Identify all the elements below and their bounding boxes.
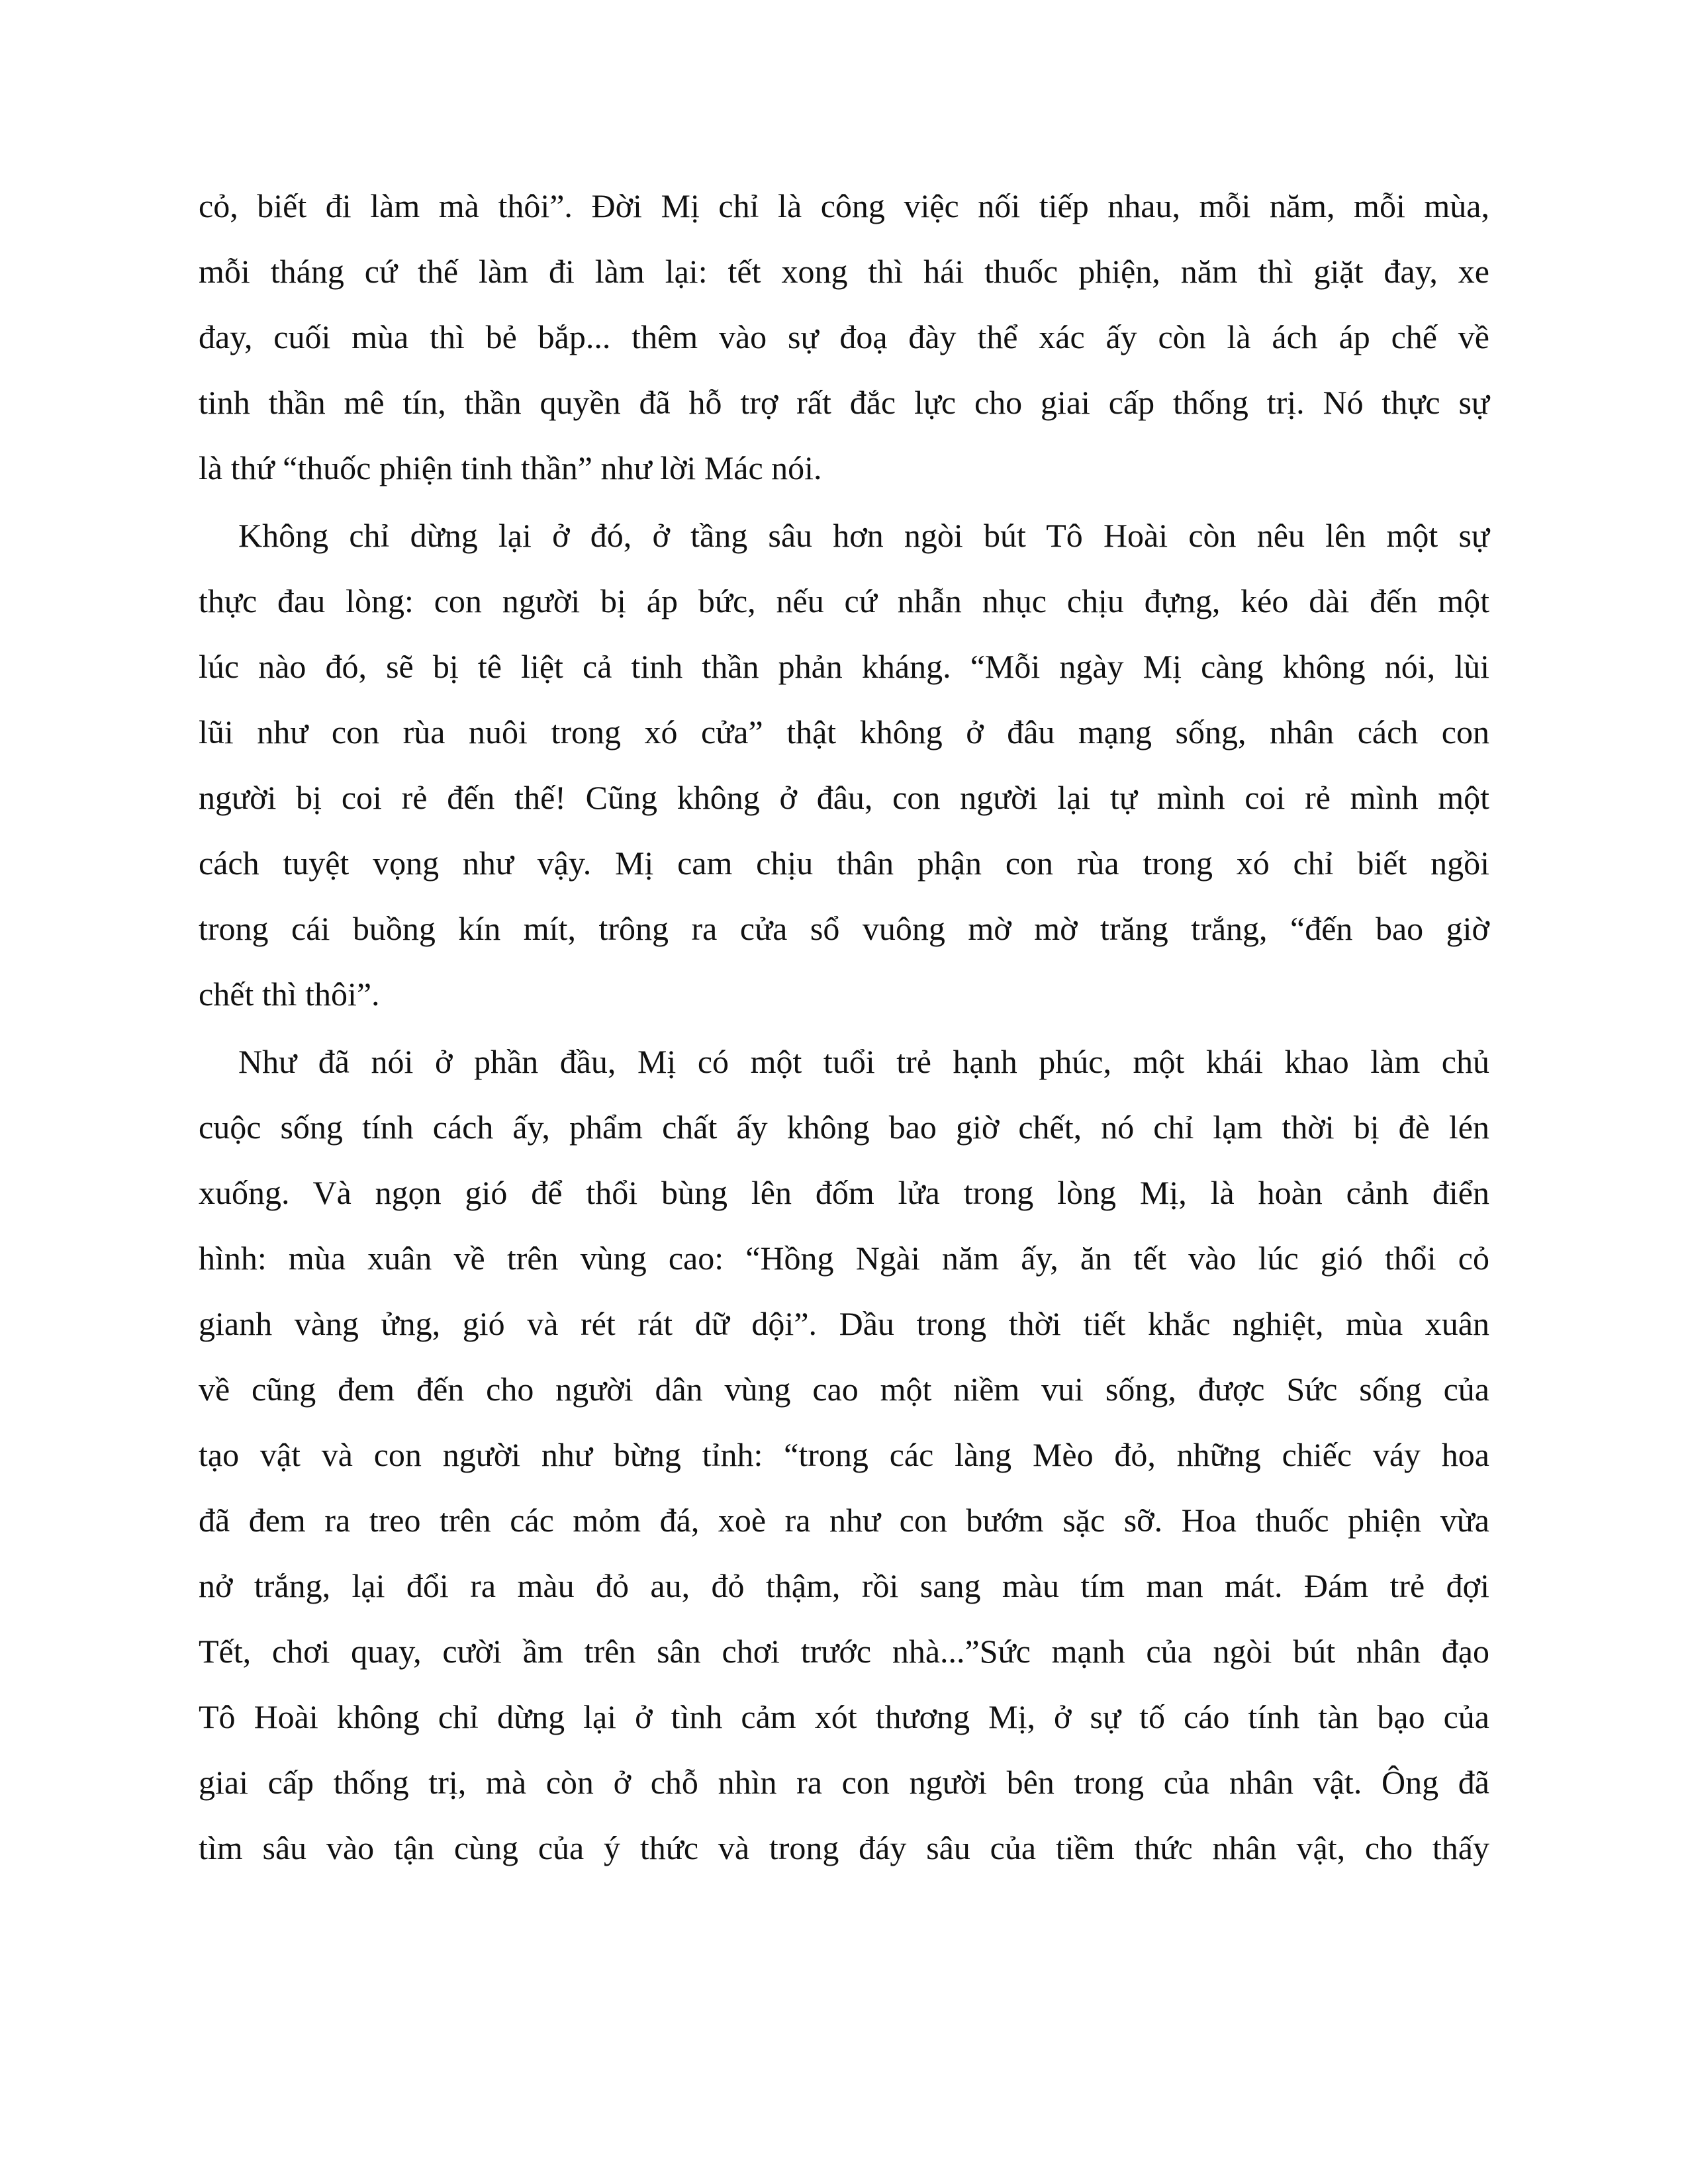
- text-line: giai cấp thống trị, mà còn ở chỗ nhìn ra con người bên trong của nhân vật. Ông đã: [199, 1764, 1489, 1801]
- text-line: Tô Hoài không chỉ dừng lại ở tình cảm xót thương Mị, ở sự tố cáo tính tàn bạo của: [199, 1698, 1489, 1735]
- text-line: cỏ, biết đi làm mà thôi”. Đời Mị chỉ là công việc nối tiếp nhau, mỗi năm, mỗi mùa,: [199, 187, 1489, 224]
- paragraph-2: [199, 503, 1489, 1027]
- text-line: chết thì thôi”.: [199, 976, 380, 1013]
- text-line: tinh thần mê tín, thần quyền đã hỗ trợ rất đắc lực cho giai cấp thống trị. Nó thực sự: [199, 384, 1489, 421]
- text-line: người bị coi rẻ đến thế! Cũng không ở đâu, con người lại tự mình coi rẻ mình một: [199, 779, 1489, 816]
- document-body: [199, 173, 1489, 1883]
- text-line: lúc nào đó, sẽ bị tê liệt cả tinh thần phản kháng. “Mỗi ngày Mị càng không nói, lùi: [199, 648, 1489, 685]
- text-line: gianh vàng ửng, gió và rét rát dữ dội”. Dầu trong thời tiết khắc nghiệt, mùa xuân: [199, 1305, 1489, 1342]
- text-line: Tết, chơi quay, cười ầm trên sân chơi trước nhà...”Sức mạnh của ngòi bút nhân đạo: [199, 1633, 1489, 1670]
- paragraph-1: [199, 173, 1489, 501]
- text-line: là thứ “thuốc phiện tinh thần” như lời Mác nói.: [199, 449, 822, 486]
- text-line: cách tuyệt vọng như vậy. Mị cam chịu thân phận con rùa trong xó chỉ biết ngồi: [199, 844, 1489, 882]
- text-line: đã đem ra treo trên các mỏm đá, xoè ra như con bướm sặc sỡ. Hoa thuốc phiện vừa: [199, 1502, 1489, 1539]
- text-line: Không chỉ dừng lại ở đó, ở tầng sâu hơn ngòi bút Tô Hoài còn nêu lên một sự: [238, 517, 1489, 554]
- paragraph-3: [199, 1029, 1489, 1881]
- text-line: xuống. Và ngọn gió để thổi bùng lên đốm lửa trong lòng Mị, là hoàn cảnh điển: [199, 1174, 1489, 1211]
- text-line: nở trắng, lại đổi ra màu đỏ au, đỏ thậm, rồi sang màu tím man mát. Đám trẻ đợi: [199, 1567, 1489, 1604]
- text-line: hình: mùa xuân về trên vùng cao: “Hồng Ngài năm ấy, ăn tết vào lúc gió thổi cỏ: [199, 1240, 1489, 1277]
- text-line: Như đã nói ở phần đầu, Mị có một tuổi trẻ hạnh phúc, một khái khao làm chủ: [238, 1043, 1489, 1080]
- text-line: trong cái buồng kín mít, trông ra cửa sổ vuông mờ mờ trăng trắng, “đến bao giờ: [199, 910, 1489, 947]
- text-line: cuộc sống tính cách ấy, phẩm chất ấy không bao giờ chết, nó chỉ lạm thời bị đè lén: [199, 1109, 1489, 1146]
- text-line: lũi như con rùa nuôi trong xó cửa” thật không ở đâu mạng sống, nhân cách con: [199, 713, 1489, 751]
- text-line: về cũng đem đến cho người dân vùng cao một niềm vui sống, được Sức sống của: [199, 1371, 1489, 1408]
- text-line: tạo vật và con người như bừng tỉnh: “trong các làng Mèo đỏ, những chiếc váy hoa: [199, 1436, 1489, 1473]
- text-line: mỗi tháng cứ thế làm đi làm lại: tết xong thì hái thuốc phiện, năm thì giặt đay, xe: [199, 253, 1489, 290]
- text-line: thực đau lòng: con người bị áp bức, nếu cứ nhẫn nhục chịu đựng, kéo dài đến một: [199, 582, 1489, 619]
- text-line: đay, cuối mùa thì bẻ bắp... thêm vào sự đoạ đày thể xác ấy còn là ách áp chế về: [199, 318, 1489, 355]
- text-line: tìm sâu vào tận cùng của ý thức và trong đáy sâu của tiềm thức nhân vật, cho thấy: [199, 1829, 1489, 1866]
